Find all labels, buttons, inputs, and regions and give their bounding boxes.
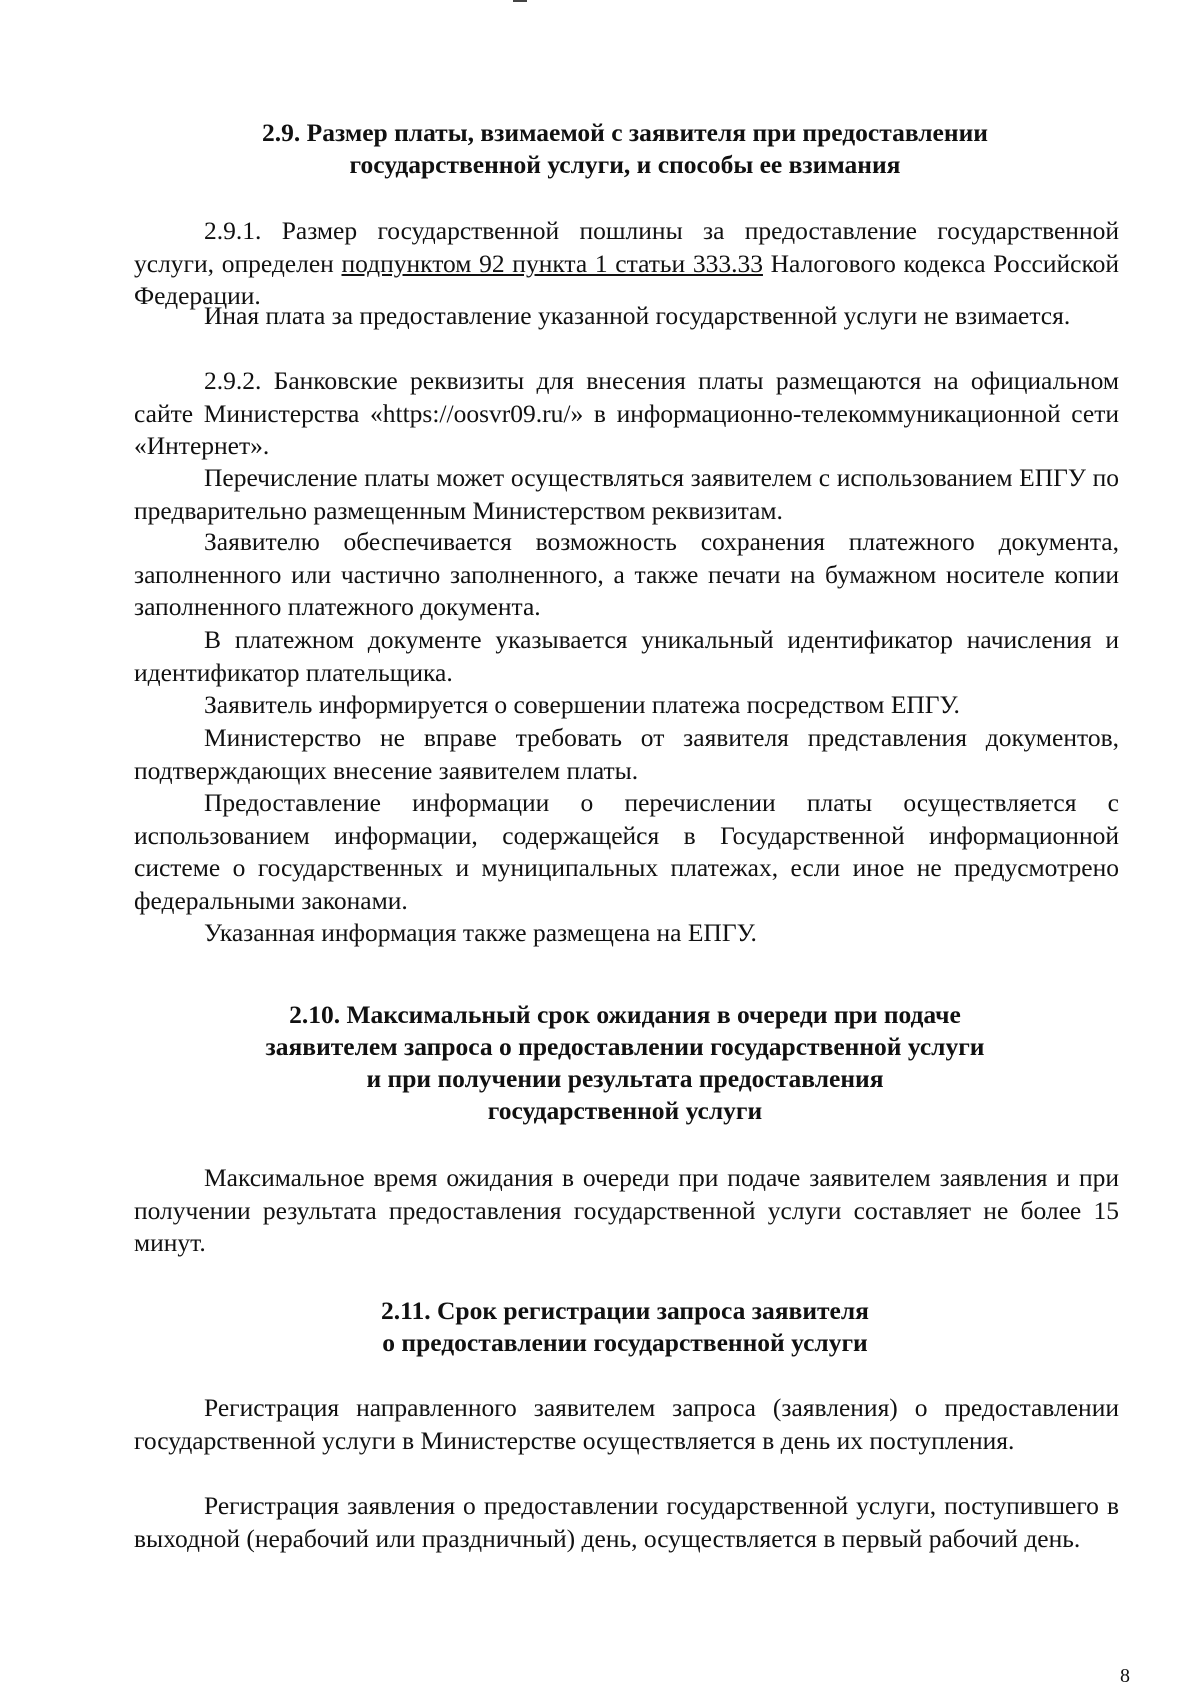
paragraph: Регистрация направленного заявителем запроса (заявления) о предоставлении государственной услуги в Министерстве осуществляется в день их поступления. xyxy=(134,1393,1119,1455)
section-heading-2-10 xyxy=(130,999,1120,1127)
paragraph: Заявителю обеспечивается возможность сохранения платежного документа, заполненного или частично заполненного, а также печати на бумажном носителе копии заполненного платежного документа. xyxy=(134,527,1119,622)
paragraph-text: 2.9.1. Размер государственной пошлины за предоставление государственной услуги, определен xyxy=(134,216,1119,278)
heading-line: 2.11. Срок регистрации запроса заявителя xyxy=(381,1296,869,1325)
heading-line: о предоставлении государственной услуги xyxy=(382,1328,868,1357)
heading-line: 2.9. Размер платы, взимаемой с заявителя при предоставлении xyxy=(262,118,988,147)
heading-line: 2.10. Максимальный срок ожидания в очереди при подаче xyxy=(289,1000,961,1029)
paragraph-text: Налогового кодекса Российской Федерации. xyxy=(134,248,1119,311)
paragraph: Перечисление платы может осуществляться заявителем с использованием ЕПГУ по предварительно размещенным Министерством реквизитам. xyxy=(134,463,1119,525)
section-heading-2-9 xyxy=(130,117,1120,181)
paragraph-2-9-1 xyxy=(134,215,1119,313)
paragraph: Министерство не вправе требовать от заявителя представления документов, подтверждающих внесение заявителем платы. xyxy=(134,723,1119,785)
paragraph: Заявитель информируется о совершении платежа посредством ЕПГУ. xyxy=(204,690,960,719)
heading-line: государственной услуги, и способы ее взимания xyxy=(349,150,901,179)
section-heading-2-11 xyxy=(130,1295,1120,1359)
paragraph: Иная плата за предоставление указанной государственной услуги не взимается. xyxy=(204,301,1071,330)
page-number: 8 xyxy=(1120,1665,1130,1687)
tax-code-link[interactable]: подпунктом 92 пункта 1 статьи 333.33 xyxy=(341,248,763,278)
heading-line: и при получении результата предоставления xyxy=(366,1064,884,1093)
paragraph: Регистрация заявления о предоставлении государственной услуги, поступившего в выходной (нерабочий или праздничный) день, осуществляется в первый рабочий день. xyxy=(134,1491,1119,1553)
heading-line: государственной услуги xyxy=(487,1096,763,1125)
heading-line: заявителем запроса о предоставлении государственной услуги xyxy=(265,1032,985,1061)
scan-mark xyxy=(513,0,527,2)
paragraph: Предоставление информации о перечислении платы осуществляется с использованием информации, содержащейся в Государственной информационной системе о государственных и муниципальных платежах, если иное не предусмотрено федеральными законами. xyxy=(134,788,1119,916)
paragraph: В платежном документе указывается уникальный идентификатор начисления и идентификатор плательщика. xyxy=(134,625,1119,687)
paragraph-2-9-2: 2.9.2. Банковские реквизиты для внесения платы размещаются на официальном сайте Министерства «https://oosvr09.ru/» в информационно-телекоммуникационной сети «Интернет». xyxy=(134,366,1119,461)
paragraph: Максимальное время ожидания в очереди при подаче заявителем заявления и при получении результата предоставления государственной услуги составляет не более 15 минут. xyxy=(134,1163,1119,1258)
paragraph: Указанная информация также размещена на ЕПГУ. xyxy=(204,918,757,947)
